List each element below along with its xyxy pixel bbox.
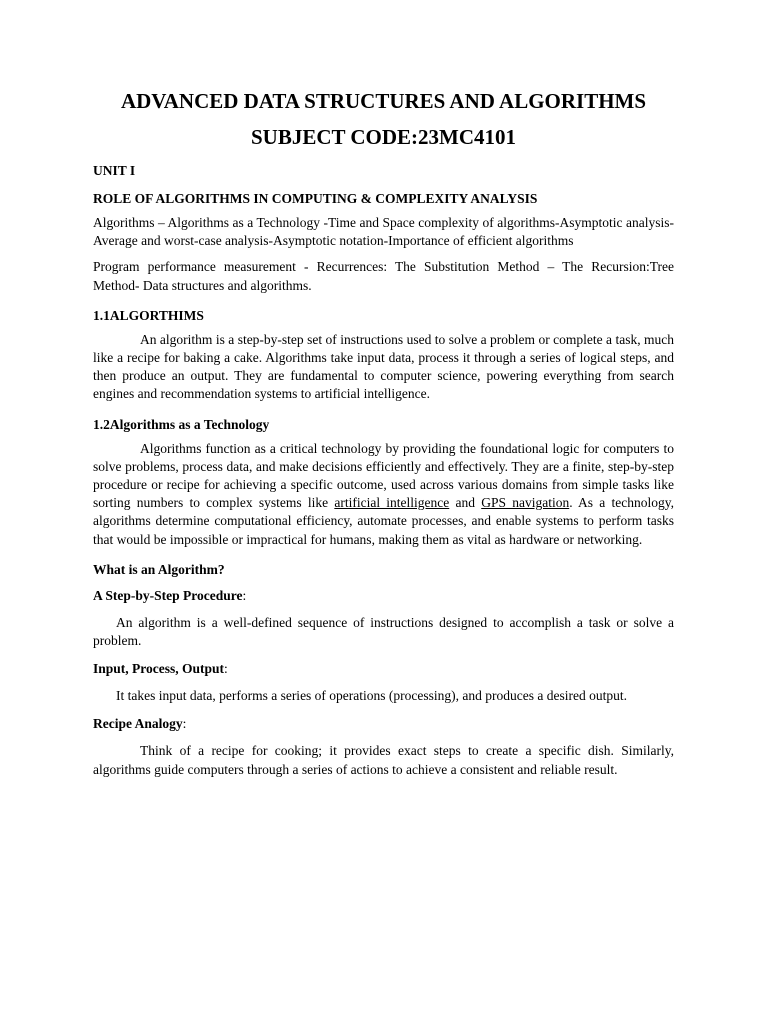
unit-label: UNIT I bbox=[93, 163, 136, 178]
artificial-intelligence-link[interactable]: artificial intelligence bbox=[334, 495, 450, 511]
section-1-2-text-part-2: and bbox=[449, 495, 482, 511]
section-1-1-heading: 1.1ALGORTHIMS bbox=[93, 307, 204, 323]
recipe-analogy-heading bbox=[93, 713, 674, 742]
document-title: ADVANCED DATA STRUCTURES AND ALGORITHMS bbox=[120, 89, 647, 113]
recipe-analogy-body: Think of a recipe for cooking; it provides exact steps to create a specific dish. Similarly, algorithms guide computers through a series of actions to achieve a consistent and reliable result. bbox=[93, 743, 674, 777]
section-1-2-body bbox=[93, 440, 674, 557]
section-1-1-body: An algorithm is a step-by-step set of instructions used to solve a problem or complete a task, much like a recipe for baking a cake. Algorithms take input data, process it through a series of logical steps, and then produce an output. They are fundamental to computer science, powering everything from search engines and recommendation systems to artificial intelligence. bbox=[93, 331, 674, 402]
section-1-2-text-part-3: . As a technology, algorithms determine computational efficiency, automate processes, and enable systems to perform tasks that would be impossible or impractical for humans, making them as vital as hardware or networking. bbox=[93, 495, 674, 547]
section-1-2-text-part-1: Algorithms function as a critical technology by providing the foundational logic for computers to solve problems, process data, and make decisions efficiently and effectively. They are a finite, step-by-step procedure or recipe for achieving a specific outcome, used across various domains from simple tasks like sorting numbers to complex systems like bbox=[93, 440, 674, 511]
input-process-output-heading bbox=[93, 658, 674, 687]
unit-title: ROLE OF ALGORITHMS IN COMPUTING & COMPLEXITY ANALYSIS bbox=[93, 191, 538, 206]
step-by-step-label: A Step-by-Step Procedure bbox=[93, 587, 243, 603]
gps-navigation-link[interactable]: GPS navigation bbox=[481, 495, 570, 511]
document-page bbox=[93, 86, 674, 787]
section-1-2-heading: 1.2Algorithms as a Technology bbox=[93, 416, 270, 432]
input-process-output-body: It takes input data, performs a series of operations (processing), and produces a desired output. bbox=[116, 688, 627, 704]
recipe-analogy-colon: : bbox=[182, 716, 187, 732]
step-by-step-colon: : bbox=[242, 587, 247, 603]
what-is-algorithm-heading: What is an Algorithm? bbox=[93, 561, 225, 577]
syllabus-paragraph-1: Algorithms – Algorithms as a Technology -Time and Space complexity of algorithms-Asymptotic analysis-Average and worst-case analysis-Asymptotic notation-Importance of efficient algorithms bbox=[93, 215, 674, 249]
step-by-step-heading bbox=[93, 585, 674, 614]
recipe-analogy-label: Recipe Analogy bbox=[93, 716, 183, 732]
syllabus-paragraph-2: Program performance measurement - Recurrences: The Substitution Method – The Recursion:Tree Method- Data structures and algorithms. bbox=[93, 259, 674, 293]
input-process-output-colon: : bbox=[224, 661, 228, 677]
step-by-step-body: An algorithm is a well-defined sequence of instructions designed to accomplish a task or solve a problem. bbox=[93, 614, 674, 649]
subject-code: SUBJECT CODE:23MC4101 bbox=[250, 125, 517, 149]
input-process-output-label: Input, Process, Output bbox=[93, 661, 225, 677]
